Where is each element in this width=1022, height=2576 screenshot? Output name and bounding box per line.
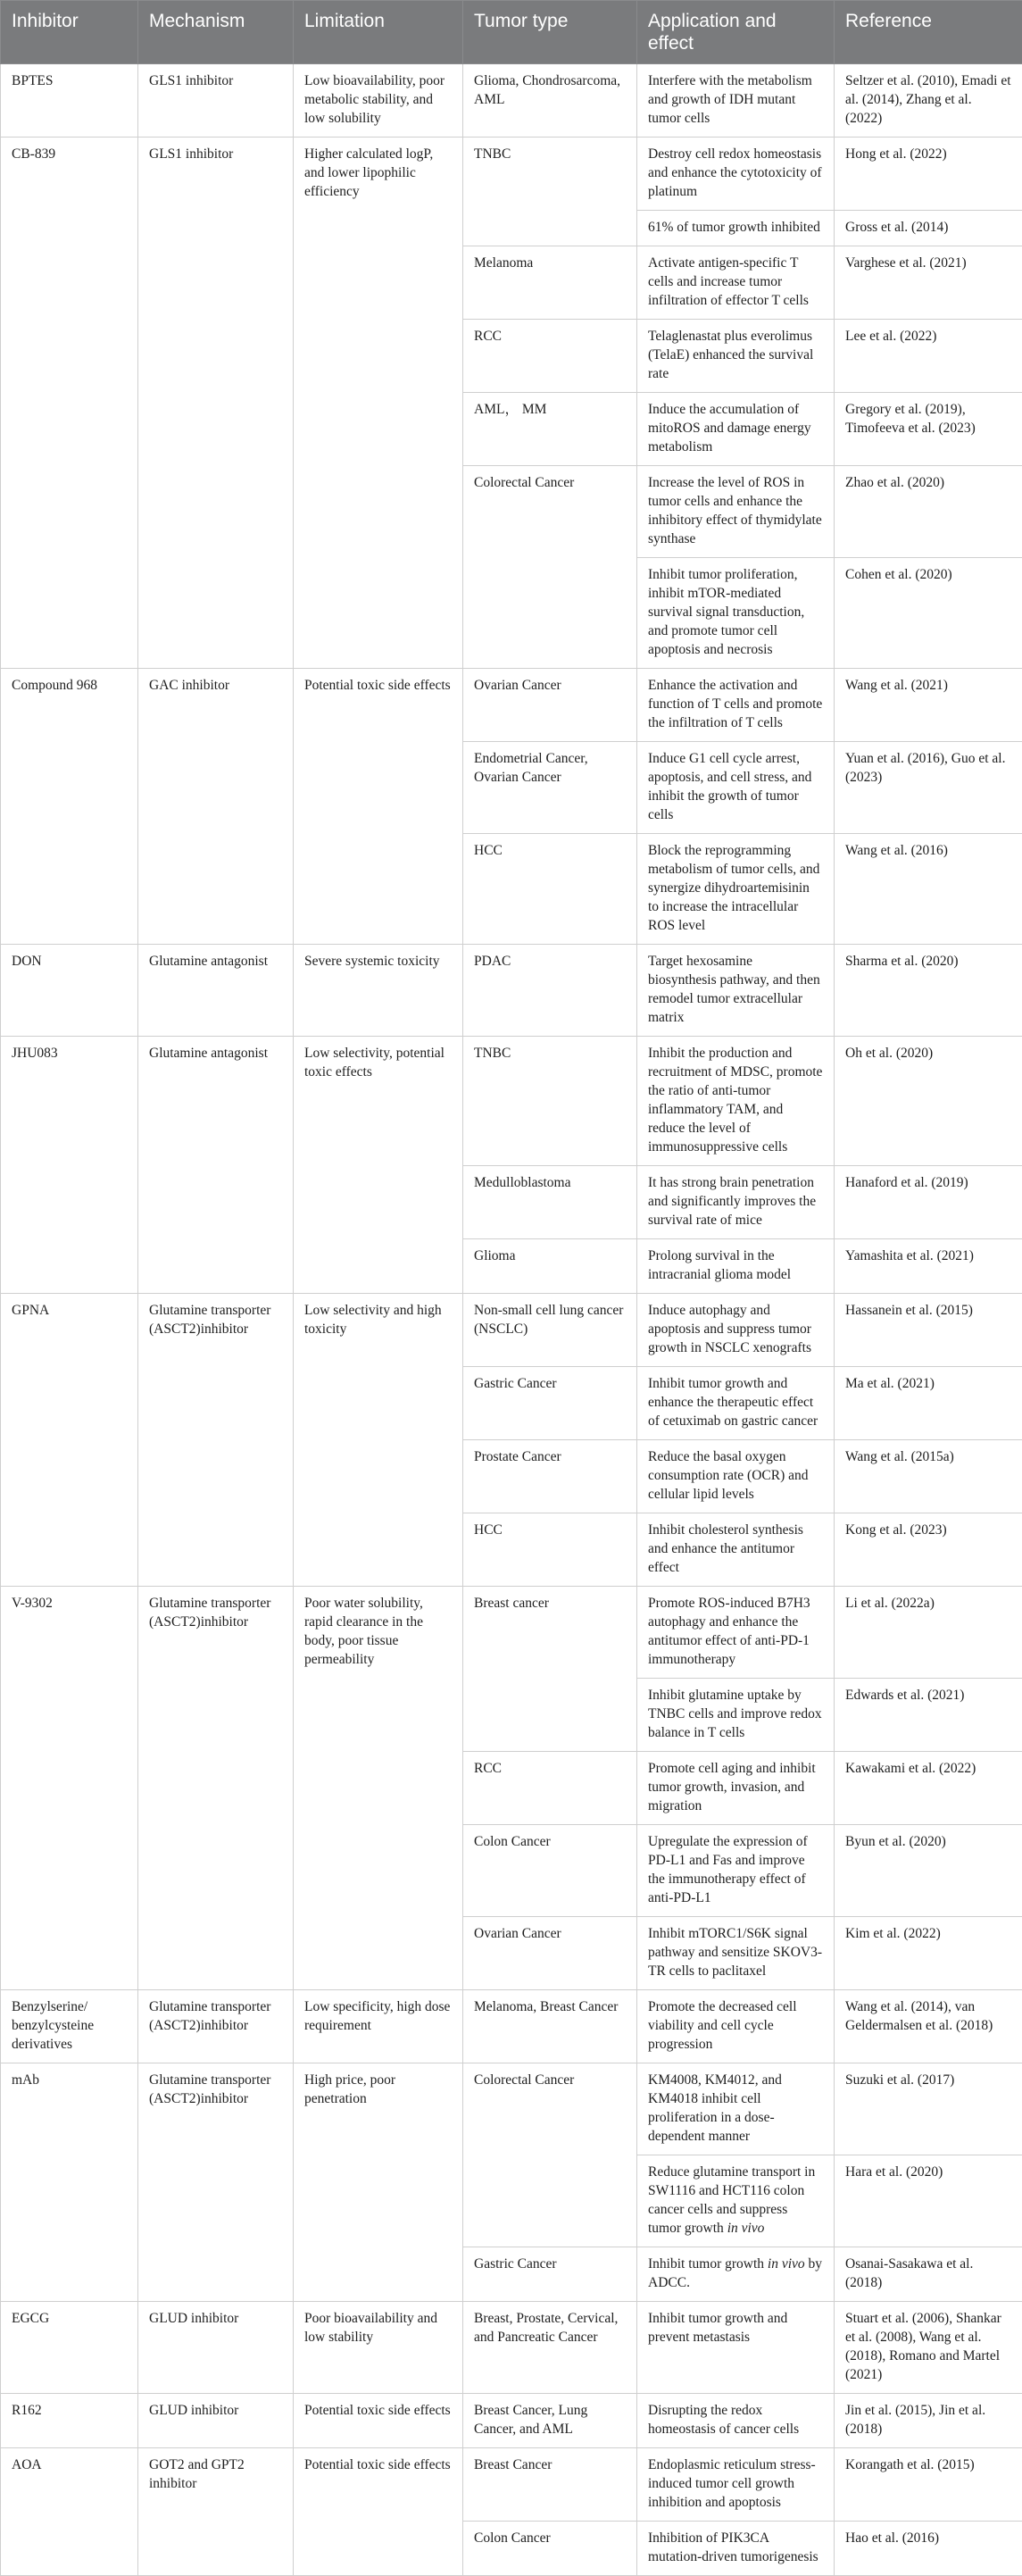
effect-text: Inhibit tumor growth and prevent metastasis [648,2311,787,2345]
effect-text: Induce autophagy and apoptosis and suppress tumor growth in NSCLC xenografts [648,1303,811,1355]
cell-application-effect [637,393,835,466]
effect-text: Interfere with the metabolism and growth of IDH mutant tumor cells [648,73,812,126]
cell-application-effect [637,2155,835,2247]
cell-tumor-type: Medulloblastoma [463,1166,637,1239]
cell-reference: Edwards et al. (2021) [835,1679,1022,1752]
cell-reference: Ma et al. (2021) [835,1367,1022,1440]
cell-application-effect [637,1513,835,1587]
cell-limitation: Low selectivity, potential toxic effects [294,1037,463,1294]
table-row [1,1990,1022,2063]
cell-reference: Cohen et al. (2020) [835,558,1022,669]
cell-application-effect [637,1440,835,1513]
cell-limitation: Poor bioavailability and low stability [294,2302,463,2394]
cell-reference: Hong et al. (2022) [835,138,1022,211]
cell-application-effect [637,1752,835,1825]
cell-tumor-type: Breast Cancer, Lung Cancer, and AML [463,2394,637,2448]
cell-application-effect [637,1294,835,1367]
cell-tumor-type: Ovarian Cancer [463,1917,637,1990]
effect-text: It has strong brain penetration and significantly improves the survival rate of mice [648,1175,816,1228]
cell-application-effect [637,558,835,669]
table-row [1,1037,1022,1166]
cell-application-effect [637,834,835,945]
effect-text: Induce the accumulation of mitoROS and damage energy metabolism [648,402,811,454]
cell-reference: Varghese et al. (2021) [835,246,1022,320]
cell-reference: Zhao et al. (2020) [835,466,1022,558]
effect-text: Inhibit cholesterol synthesis and enhance the antitumor effect [648,1522,803,1575]
effect-text: KM4008, KM4012, and KM4018 inhibit cell proliferation in a dose-dependent manner [648,2072,782,2144]
effect-text: Inhibition of PIK3CA mutation-driven tumorigenesis [648,2530,818,2564]
cell-reference: Kawakami et al. (2022) [835,1752,1022,1825]
cell-tumor-type: Breast, Prostate, Cervical, and Pancreatic Cancer [463,2302,637,2394]
effect-italic-text: in vivo [768,2256,805,2272]
cell-tumor-type: Glioma, Chondrosarcoma, AML [463,64,637,138]
effect-text: Activate antigen-specific T cells and increase tumor infiltration of effector T cells [648,255,809,308]
effect-text: Enhance the activation and function of T cells and promote the infiltration of T cells [648,678,822,730]
cell-reference: Kim et al. (2022) [835,1917,1022,1990]
effect-italic-text: in vivo [727,2221,765,2236]
cell-inhibitor: Benzylserine/ benzylcysteine derivatives [1,1990,138,2063]
cell-inhibitor: DON [1,945,138,1037]
cell-reference: Hassanein et al. (2015) [835,1294,1022,1367]
cell-mechanism: GLS1 inhibitor [138,138,294,669]
cell-inhibitor: AOA [1,2448,138,2576]
cell-reference: Gregory et al. (2019), Timofeeva et al. (2023) [835,393,1022,466]
cell-tumor-type: Glioma [463,1239,637,1294]
cell-reference: Hara et al. (2020) [835,2155,1022,2247]
cell-tumor-type: Colorectal Cancer [463,2063,637,2247]
cell-tumor-type: RCC [463,1752,637,1825]
cell-application-effect [637,320,835,393]
cell-application-effect [637,1367,835,1440]
cell-tumor-type: HCC [463,834,637,945]
cell-tumor-type: Colon Cancer [463,2522,637,2576]
cell-tumor-type: Colon Cancer [463,1825,637,1917]
table-row [1,2394,1022,2448]
cell-application-effect [637,211,835,246]
cell-reference: Gross et al. (2014) [835,211,1022,246]
cell-inhibitor: R162 [1,2394,138,2448]
cell-mechanism: Glutamine transporter (ASCT2)inhibitor [138,1587,294,1990]
cell-application-effect [637,2302,835,2394]
effect-text: 61% of tumor growth inhibited [648,220,820,235]
cell-application-effect [637,2247,835,2302]
cell-application-effect [637,669,835,742]
header-row [1,1,1022,64]
header-reference: Reference [835,1,1022,64]
effect-text: Target hexosamine biosynthesis pathway, and then remodel tumor extracellular matrix [648,954,820,1025]
cell-mechanism: Glutamine antagonist [138,945,294,1037]
cell-mechanism: GLUD inhibitor [138,2302,294,2394]
cell-tumor-type: TNBC [463,138,637,246]
header-limitation: Limitation [294,1,463,64]
cell-application-effect [637,1990,835,2063]
header-inhibitor: Inhibitor [1,1,138,64]
cell-reference: Jin et al. (2015), Jin et al. (2018) [835,2394,1022,2448]
cell-application-effect [637,2522,835,2576]
cell-tumor-type: Ovarian Cancer [463,669,637,742]
effect-text: Telaglenastat plus everolimus (TelaE) enhanced the survival rate [648,329,813,381]
cell-application-effect [637,466,835,558]
cell-application-effect [637,742,835,834]
cell-reference: Wang et al. (2015a) [835,1440,1022,1513]
cell-application-effect [637,1166,835,1239]
cell-reference: Sharma et al. (2020) [835,945,1022,1037]
effect-text: Inhibit tumor proliferation, inhibit mTOR-mediated survival signal transduction, and promote tumor cell apoptosis and necrosis [648,567,804,657]
cell-mechanism: GLUD inhibitor [138,2394,294,2448]
cell-reference: Korangath et al. (2015) [835,2448,1022,2522]
cell-limitation: Low bioavailability, poor metabolic stability, and low solubility [294,64,463,138]
cell-reference: Yamashita et al. (2021) [835,1239,1022,1294]
table-row [1,2063,1022,2155]
cell-application-effect [637,2448,835,2522]
cell-limitation: Potential toxic side effects [294,2394,463,2448]
cell-reference: Lee et al. (2022) [835,320,1022,393]
cell-application-effect [637,1037,835,1166]
effect-text: Block the reprogramming metabolism of tumor cells, and synergize dihydroartemisinin to increase the intracellular ROS level [648,843,819,933]
cell-tumor-type: Gastric Cancer [463,2247,637,2302]
cell-reference: Wang et al. (2016) [835,834,1022,945]
cell-limitation: Potential toxic side effects [294,2448,463,2576]
effect-text: Inhibit glutamine uptake by TNBC cells and improve redox balance in T cells [648,1688,822,1740]
effect-text: Increase the level of ROS in tumor cells and enhance the inhibitory effect of thymidylate synthase [648,475,822,546]
cell-tumor-type: Melanoma [463,246,637,320]
header-tumor-type: Tumor type [463,1,637,64]
cell-reference: Byun et al. (2020) [835,1825,1022,1917]
table-row [1,1294,1022,1367]
cell-tumor-type: Endometrial Cancer, Ovarian Cancer [463,742,637,834]
effect-text-after: by ADCC. [648,2256,822,2290]
table-row [1,669,1022,742]
cell-reference: Seltzer et al. (2010), Emadi et al. (2014), Zhang et al. (2022) [835,64,1022,138]
table-row [1,2302,1022,2394]
cell-mechanism: Glutamine transporter (ASCT2)inhibitor [138,2063,294,2302]
cell-mechanism: Glutamine transporter (ASCT2)inhibitor [138,1294,294,1587]
cell-tumor-type: Melanoma, Breast Cancer [463,1990,637,2063]
cell-reference: Oh et al. (2020) [835,1037,1022,1166]
cell-limitation: High price, poor penetration [294,2063,463,2302]
cell-application-effect [637,246,835,320]
cell-limitation: Low specificity, high dose requirement [294,1990,463,2063]
effect-text: Promote the decreased cell viability and cell cycle progression [648,1999,797,2052]
cell-reference: Kong et al. (2023) [835,1513,1022,1587]
cell-inhibitor: mAb [1,2063,138,2302]
cell-reference: Hanaford et al. (2019) [835,1166,1022,1239]
cell-reference: Li et al. (2022a) [835,1587,1022,1679]
cell-tumor-type: Breast Cancer [463,2448,637,2522]
cell-application-effect [637,2063,835,2155]
cell-mechanism: Glutamine transporter (ASCT2)inhibitor [138,1990,294,2063]
effect-text: Disrupting the redox homeostasis of cancer cells [648,2403,799,2437]
table-row [1,1587,1022,1679]
effect-text: Endoplasmic reticulum stress-induced tumor cell growth inhibition and apoptosis [648,2457,816,2510]
cell-tumor-type: AML， MM [463,393,637,466]
cell-tumor-type: HCC [463,1513,637,1587]
cell-limitation: Poor water solubility, rapid clearance in the body, poor tissue permeability [294,1587,463,1990]
cell-inhibitor: V-9302 [1,1587,138,1990]
cell-limitation: Potential toxic side effects [294,669,463,945]
cell-mechanism: GOT2 and GPT2 inhibitor [138,2448,294,2576]
cell-mechanism: GLS1 inhibitor [138,64,294,138]
cell-limitation: Higher calculated logP, and lower lipophilic efficiency [294,138,463,669]
effect-text: Induce G1 cell cycle arrest, apoptosis, and cell stress, and inhibit the growth of tumor cells [648,751,811,822]
cell-tumor-type: Colorectal Cancer [463,466,637,669]
cell-inhibitor: BPTES [1,64,138,138]
cell-reference: Hao et al. (2016) [835,2522,1022,2576]
cell-application-effect [637,2394,835,2448]
effect-text: Prolong survival in the intracranial glioma model [648,1248,791,1282]
cell-reference: Wang et al. (2014), van Geldermalsen et al. (2018) [835,1990,1022,2063]
table-row [1,138,1022,211]
effect-text: Promote ROS-induced B7H3 autophagy and enhance the antitumor effect of anti-PD-1 immunotherapy [648,1596,810,1667]
cell-reference: Stuart et al. (2006), Shankar et al. (2008), Wang et al. (2018), Romano and Martel (2021) [835,2302,1022,2394]
cell-reference: Yuan et al. (2016), Guo et al. (2023) [835,742,1022,834]
table-row [1,945,1022,1037]
cell-tumor-type: Gastric Cancer [463,1367,637,1440]
cell-application-effect [637,1825,835,1917]
cell-tumor-type: Breast cancer [463,1587,637,1752]
cell-reference: Osanai-Sasakawa et al. (2018) [835,2247,1022,2302]
effect-text: Promote cell aging and inhibit tumor growth, invasion, and migration [648,1761,816,1813]
cell-application-effect [637,945,835,1037]
cell-tumor-type: Non-small cell lung cancer (NSCLC) [463,1294,637,1367]
cell-inhibitor: Compound 968 [1,669,138,945]
cell-application-effect [637,1917,835,1990]
cell-inhibitor: GPNA [1,1294,138,1587]
header-mechanism: Mechanism [138,1,294,64]
cell-reference: Suzuki et al. (2017) [835,2063,1022,2155]
cell-application-effect [637,138,835,211]
table-row [1,64,1022,138]
effect-text: Upregulate the expression of PD-L1 and Fas and improve the immunotherapy effect of anti-PD-L1 [648,1834,808,1905]
header-application-effect: Application and effect [637,1,835,64]
effect-text: Reduce glutamine transport in SW1116 and HCT116 colon cancer cells and suppress tumor growth [648,2164,815,2236]
cell-reference: Wang et al. (2021) [835,669,1022,742]
cell-tumor-type: TNBC [463,1037,637,1166]
cell-tumor-type: PDAC [463,945,637,1037]
table-header [1,1,1022,64]
cell-application-effect [637,64,835,138]
table-body [1,64,1022,2576]
effect-text: Inhibit tumor growth and enhance the therapeutic effect of cetuximab on gastric cancer [648,1376,818,1429]
cell-inhibitor: JHU083 [1,1037,138,1294]
cell-tumor-type: RCC [463,320,637,393]
table-row [1,2448,1022,2522]
effect-text: Inhibit tumor growth [648,2256,764,2272]
cell-application-effect [637,1679,835,1752]
cell-inhibitor: EGCG [1,2302,138,2394]
cell-application-effect [637,1587,835,1679]
cell-limitation: Low selectivity and high toxicity [294,1294,463,1587]
cell-application-effect [637,1239,835,1294]
effect-text: Inhibit mTORC1/S6K signal pathway and sensitize SKOV3-TR cells to paclitaxel [648,1926,822,1979]
cell-mechanism: Glutamine antagonist [138,1037,294,1294]
cell-inhibitor: CB-839 [1,138,138,669]
effect-text: Destroy cell redox homeostasis and enhance the cytotoxicity of platinum [648,146,822,199]
cell-mechanism: GAC inhibitor [138,669,294,945]
effect-text: Inhibit the production and recruitment of MDSC, promote the ratio of anti-tumor inflammatory TAM, and reduce the level of immunosuppressive cells [648,1046,822,1155]
cell-tumor-type: Prostate Cancer [463,1440,637,1513]
cell-limitation: Severe systemic toxicity [294,945,463,1037]
effect-text: Reduce the basal oxygen consumption rate (OCR) and cellular lipid levels [648,1449,809,1502]
